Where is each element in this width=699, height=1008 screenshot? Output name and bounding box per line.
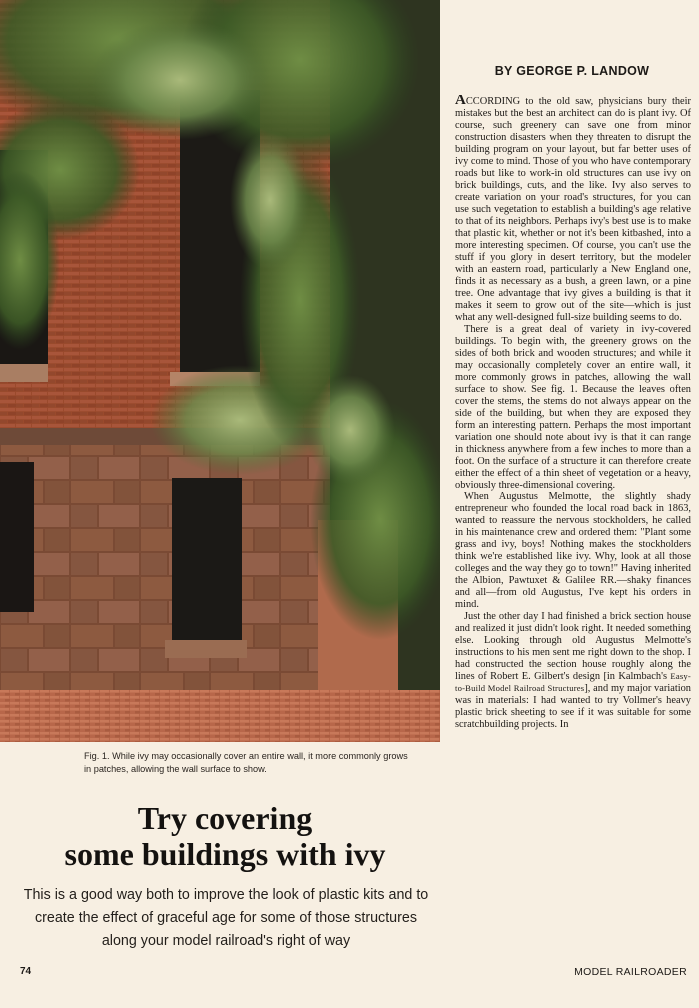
headline-line-1: Try covering [137,800,313,836]
headline-line-2: some buildings with ivy [64,836,386,872]
paragraph-2: There is a great deal of variety in ivy-covered buildings. To begin with, the greenery grows on the sides of both brick and wooden structures; and while it may occasionally completely cover an entire wall, it more commonly grows in patches, allowing the wall surface to show. See fig. 1. Because the leaves often cover the stems, the stems do not always appear on the side of the building, but when they are exposed they form an interesting pattern. Perhaps the most important variation one should note about ivy is that it can range in thickness anywhere from a few inches to more than a foot. On the surface of a structure it can therefore create either the effect of a thin sheet of vegetation or a heavy, obviously three-dimensional covering. [455,323,691,491]
drop-cap: A [455,95,466,108]
article-body [455,95,691,991]
paragraph-1-text: CCORDING to the old saw, physicians bury their mistakes but the best an architect can do is plant ivy. Of course, such greenery can save one from minor construction disasters when they threaten to disrupt the building program on your layout, but far better uses of ivy come to mind. Those of you who have contemporary roads but like to work-in old structures can use ivy on brick buildings, cuts, and the like. Ivy also serves to create variation on your road's structures, for you can use such vegetation to establish a building's age relative to that of its neighbors. Perhaps ivy's best use is to make that plastic kit, whether or not it's been kitbashed, into a more interesting specimen. Of course, you can't use the stuff if you glory in desert territory, but the modeler with an eastern road, particularly a New England one, finds it as necessary as a bush, a green lawn, or a pine tree. One advantage that ivy gives a building is that it makes it seem to grow out of the site—which is just what any well-designed full-size building seems to do. [455,96,691,323]
page-number: 74 [20,966,32,977]
byline: BY GEORGE P. LANDOW [494,64,650,78]
article-headline [20,800,430,872]
paragraph-4-text-b: ], and my major variation was in materials: I had wanted to try Vollmer's heavy plastic brick sheeting to see if it was suitable for some scratchbuilding projects. In [455,683,691,731]
paragraph-4-text-a: Just the other day I had finished a brick section house and realized it just didn't look right. It needed something else. Looking through old Augustus Melmotte's instructions to his men sent me right down to the shop. I had constructed the section house roughly along the lines of Robert E. Gilbert's design [in Kalmbach's [455,611,691,683]
article-deck: This is a good way both to improve the look of plastic kits and to create the effect of graceful age for some of those structures along your model railroad's right of way [23,887,429,949]
paragraph-4 [455,611,691,731]
magazine-name: MODEL RAILROADER [574,966,687,978]
ivy-building-photo [0,0,440,742]
paragraph-3: When Augustus Melmotte, the slightly shady entrepreneur who founded the local road back in 1863, wanted to reassure the nervous stockholders, he called in his maintenance crew and ordered them: "Plant some grass and ivy, boys! Nothing makes the stockholders think we're established like ivy. Why, look at all those colleges and the way they go to town!" Having inherited the Albion, Pawtuxet & Galilee RR.—shaky finances and all—from old Augustus, I've kept his orders in mind. [455,491,691,611]
paragraph-1 [455,95,691,324]
book-title: Easy-to-Build Model Railroad Structures [455,671,691,694]
figure-caption: Fig. 1. While ivy may occasionally cover an entire wall, it more commonly grows in patches, allowing the wall surface to show. [84,751,408,774]
